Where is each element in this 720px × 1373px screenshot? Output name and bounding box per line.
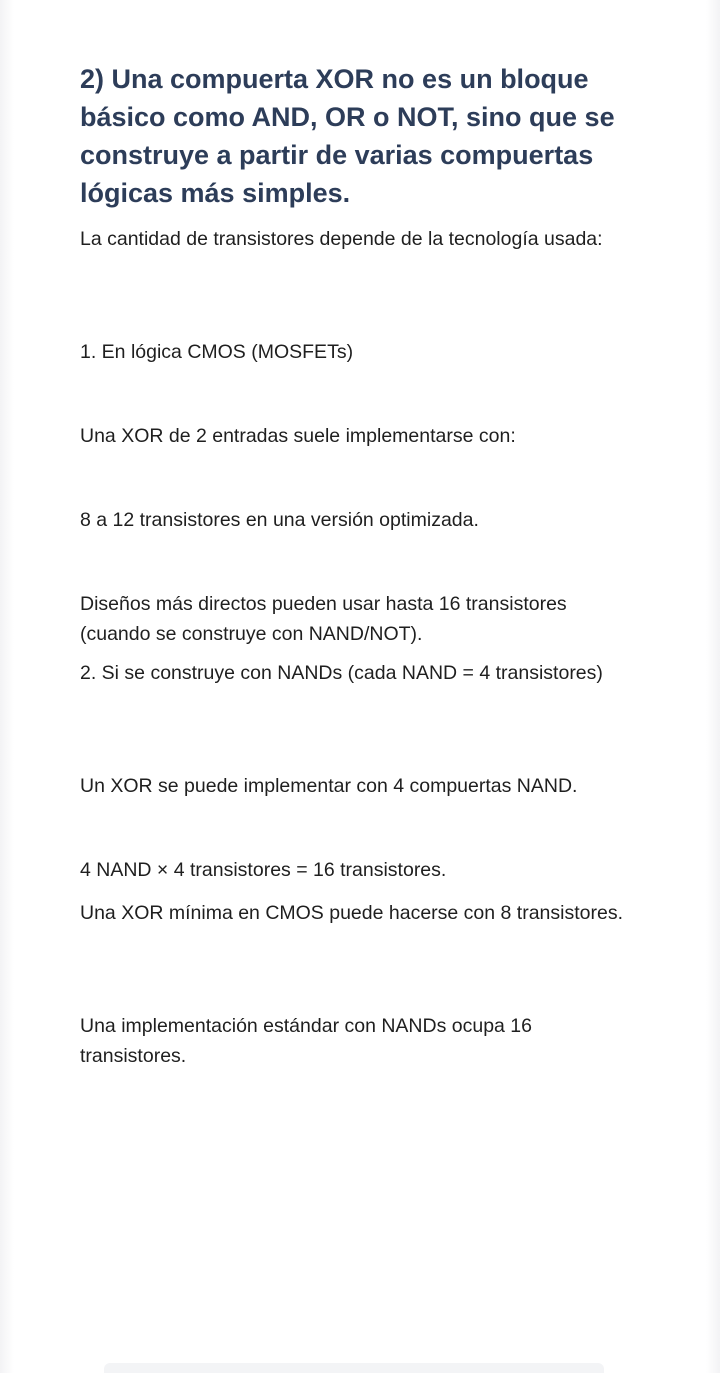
cmos-list-item: 1. En lógica CMOS (MOSFETs) xyxy=(80,341,354,363)
section-heading: 2) Una compuerta XOR no es un bloque básico como AND, OR o NOT, sino que se construye a partir de varias compuertas lógicas más simples. xyxy=(80,64,615,208)
standard-nand-paragraph: Una implementación estándar con NANDs ocupa 16 transistores. xyxy=(80,1015,532,1067)
right-edge-shade xyxy=(706,0,720,1373)
intro-paragraph: La cantidad de transistores depende de la tecnología usada: xyxy=(80,228,603,250)
minimal-cmos-paragraph: Una XOR mínima en CMOS puede hacerse con 8 transistores. xyxy=(80,902,623,924)
xor-nand-paragraph: Un XOR se puede implementar con 4 compuertas NAND. xyxy=(80,775,578,797)
nand-list-item: 2. Si se construye con NANDs (cada NAND = 4 transistores) xyxy=(80,662,603,684)
nand-calculation-paragraph: 4 NAND × 4 transistores = 16 transistores. xyxy=(80,859,447,881)
xor-inputs-paragraph: Una XOR de 2 entradas suele implementarse con: xyxy=(80,425,516,447)
optimized-count-paragraph: 8 a 12 transistores en una versión optimizada. xyxy=(80,509,479,531)
bottom-bar xyxy=(104,1363,604,1373)
direct-designs-paragraph: Diseños más directos pueden usar hasta 16 transistores (cuando se construye con NAND/NOT). xyxy=(80,593,567,645)
left-edge-shade xyxy=(0,0,14,1373)
